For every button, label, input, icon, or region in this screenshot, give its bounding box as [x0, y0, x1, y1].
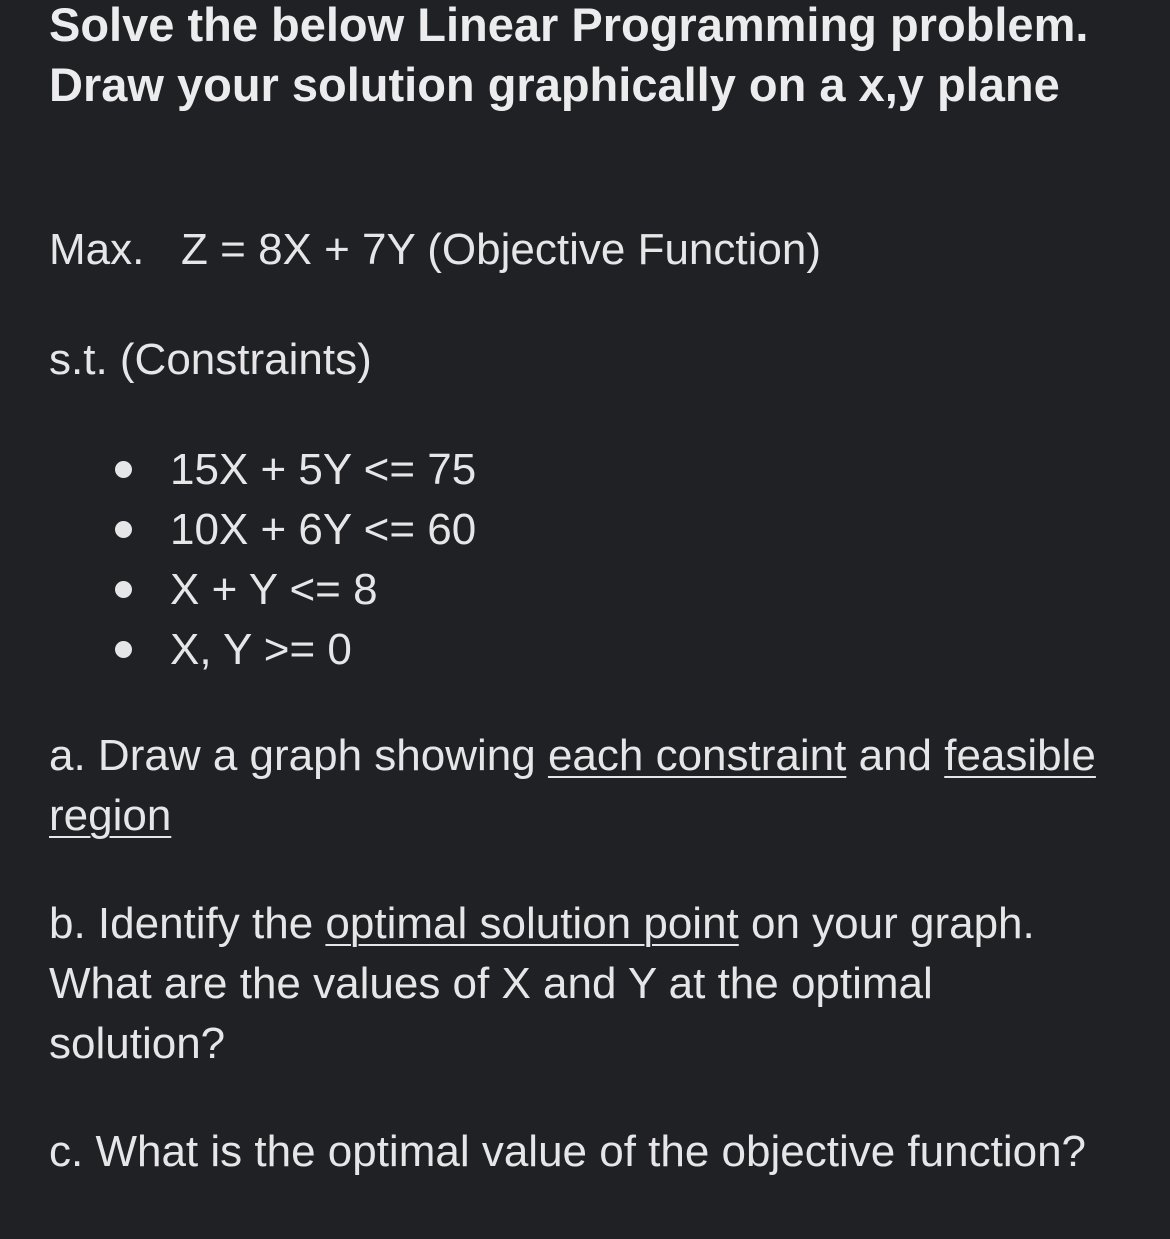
underlined-term: each constraint — [547, 731, 847, 780]
objective-prefix: Max. — [49, 225, 145, 274]
constraints-heading: s.t. (Constraints) — [49, 335, 372, 384]
underlined-term: optimal solution point — [325, 899, 739, 948]
bullet-icon — [115, 641, 132, 658]
objective-expression: Z = 8X + 7Y (Objective Function) — [181, 225, 821, 274]
constraint-text: 15X + 5Y <= 75 — [170, 445, 477, 494]
bullet-icon — [115, 521, 132, 538]
question-c: c. What is the optimal value of the objective function? — [49, 1127, 1087, 1176]
underlined-term: feasible region — [49, 731, 1096, 840]
question-b-text: on your graph. What are the values of X and Y at the optimal solution? — [49, 899, 1035, 1068]
problem-title: Solve the below Linear Programming problem. Draw your solution graphically on a x,y plane — [49, 0, 1089, 111]
objective-function — [49, 220, 821, 280]
constraint-text: X, Y >= 0 — [170, 625, 352, 674]
bullet-icon — [115, 581, 132, 598]
question-a-text: and — [846, 731, 945, 780]
constraint-text: X + Y <= 8 — [170, 565, 378, 614]
question-b — [49, 894, 1109, 1074]
bullet-icon — [115, 461, 132, 478]
question-a — [49, 726, 1109, 846]
question-a-text: a. Draw a graph showing — [49, 731, 548, 780]
constraint-text: 10X + 6Y <= 60 — [170, 505, 477, 554]
question-b-text: b. Identify the — [49, 899, 326, 948]
